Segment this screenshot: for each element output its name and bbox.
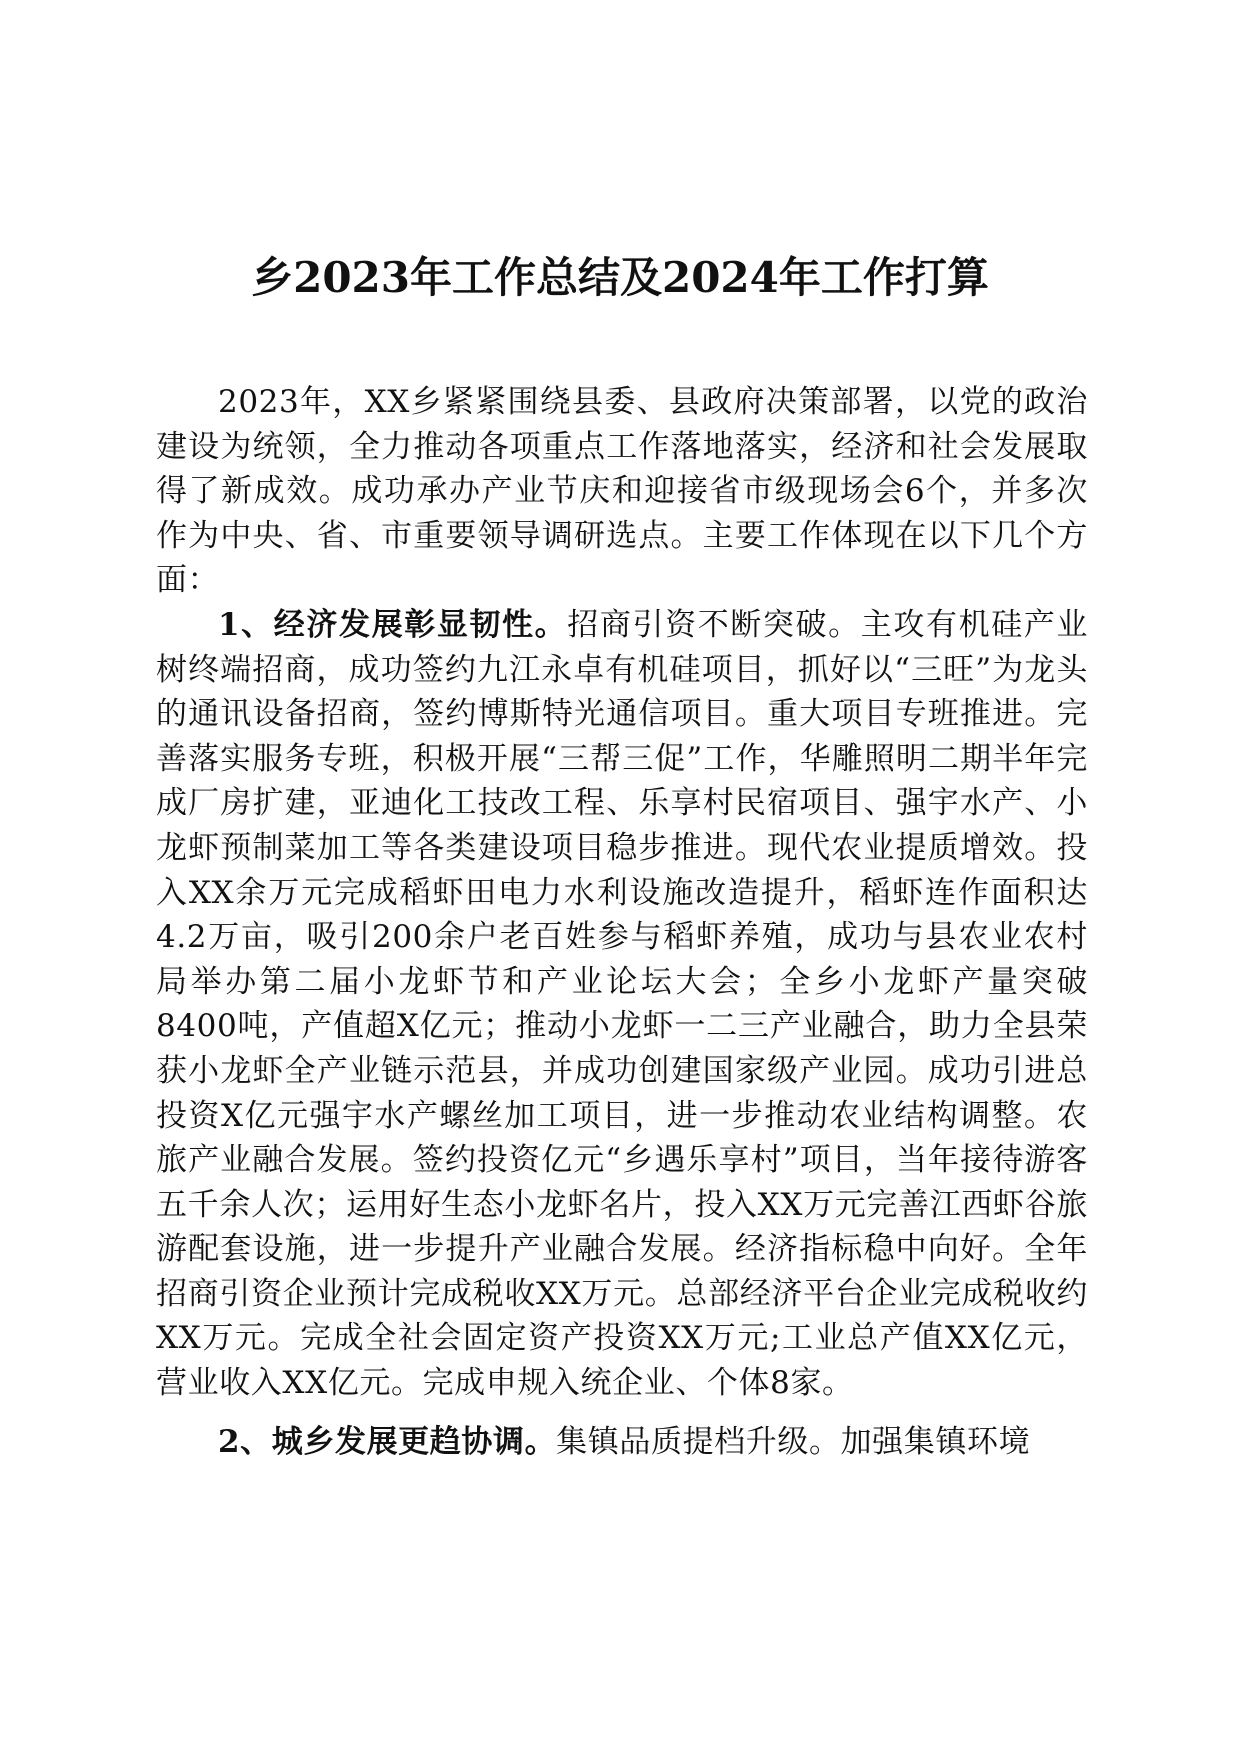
paragraph-economy-heading: 1、经济发展彰显韧性。	[218, 606, 568, 643]
paragraph-urban-rural-heading: 2、城乡发展更趋协调。	[218, 1423, 557, 1460]
paragraph-economy	[156, 603, 1088, 1406]
paragraph-economy-text: 招商引资不断突破。主攻有机硅产业树终端招商，成功签约九江永卓有机硅项目，抓好以“三旺”为龙头的通讯设备招商，签约博斯特光通信项目。重大项目专班推进。完善落实服务专班，积极开展“三帮三促”工作，华雕照明二期半年完成厂房扩建，亚迪化工技改工程、乐享村民宿项目、强宇水产、小龙虾预制菜加工等各类建设项目稳步推进。现代农业提质增效。投入XX余万元完成稻虾田电力水利设施改造提升，稻虾连作面积达4.2万亩，吸引200余户老百姓参与稻虾养殖，成功与县农业农村局举办第二届小龙虾节和产业论坛大会；全乡小龙虾产量突破8400吨，产值超X亿元；推动小龙虾一二三产业融合，助力全县荣获小龙虾全产业链示范县，并成功创建国家级产业园。成功引进总投资X亿元强宇水产螺丝加工项目，进一步推动农业结构调整。农旅产业融合发展。签约投资亿元“乡遇乐享村”项目，当年接待游客五千余人次；运用好生态小龙虾名片，投入XX万元完善江西虾谷旅游配套设施，进一步提升产业融合发展。经济指标稳中向好。全年招商引资企业预计完成税收XX万元。总部经济平台企业完成税收约XX万元。完成全社会固定资产投资XX万元;工业总产值XX亿元，营业收入XX亿元。完成申规入统企业、个体8家。	[156, 606, 1088, 1402]
document-title: 乡2023年工作总结及2024年工作打算	[251, 253, 989, 302]
paragraph-urban-rural	[156, 1420, 1088, 1465]
paragraph-urban-rural-text: 集镇品质提档升级。加强集镇环境	[556, 1423, 1031, 1460]
paragraph-intro	[156, 380, 1088, 603]
document-body	[156, 380, 1088, 1464]
paragraph-intro-text: 2023年，XX乡紧紧围绕县委、县政府决策部署，以党的政治建设为统领，全力推动各项重点工作落地落实，经济和社会发展取得了新成效。成功承办产业节庆和迎接省市级现场会6个，并多次作为中央、省、市重要领导调研选点。主要工作体现在以下几个方面：	[156, 384, 1088, 599]
